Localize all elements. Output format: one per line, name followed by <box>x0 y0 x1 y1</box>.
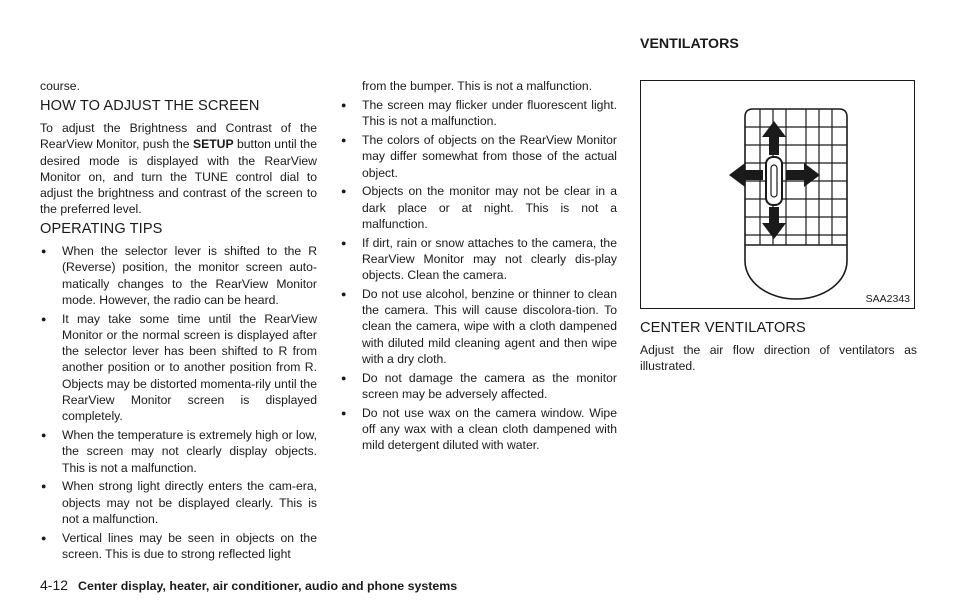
list-item: ● When strong light directly enters the cam-era, objects may not be displayed clearly. This is not a malfunction. <box>40 478 317 527</box>
list-item: ● If dirt, rain or snow attaches to the camera, the RearView Monitor may not clearly dis-play objects. Clean the camera. <box>340 235 617 284</box>
page-number: 4-12 <box>40 577 69 593</box>
vent-diagram-svg <box>641 81 913 307</box>
adjust-text-post: button until the desired mode is displayed with the RearView Monitor on, and turn the TUNE control dial to adjust the brightness and contrast of the screen to the preferred level. <box>40 137 317 217</box>
adjust-screen-text <box>40 120 317 218</box>
list-item: ● Do not use wax on the camera window. Wipe off any wax with a clean cloth dampened with mild detergent diluted with water. <box>340 405 617 454</box>
list-item: ● The screen may flicker under fluorescent light. This is not a malfunction. <box>340 97 617 130</box>
list-item: ● When the temperature is extremely high or low, the screen may not clearly display objects. This is not a malfunction. <box>40 427 317 476</box>
center-ventilators-text: Adjust the air flow direction of ventilators as illustrated. <box>640 343 917 374</box>
adjust-screen-heading: HOW TO ADJUST THE SCREEN <box>40 98 260 114</box>
list-item: ● Objects on the monitor may not be clear in a dark place or at night. This is not a malfunction. <box>340 183 617 232</box>
list-item: ● Do not damage the camera as the monitor screen may be adversely affected. <box>340 370 617 403</box>
page-footer <box>40 577 457 593</box>
setup-key-label: SETUP <box>192 137 234 152</box>
list-item: ● Vertical lines may be seen in objects on the screen. This is due to strong reflected light <box>40 530 317 563</box>
list-item: ● The colors of objects on the RearView Monitor may differ somewhat from those of the actual object. <box>340 132 617 181</box>
list-item: ● When the selector lever is shifted to the R (Reverse) position, the monitor screen auto-matically changes to the RearView Monitor mode. However, the radio can be heard. <box>40 243 317 308</box>
center-ventilators-heading: CENTER VENTILATORS <box>640 320 806 336</box>
continued-text: from the bumper. This is not a malfunction. <box>362 79 593 93</box>
operating-tips-heading: OPERATING TIPS <box>40 221 163 237</box>
operating-tips-list-continued <box>340 97 617 456</box>
adjust-text-pre: To adjust the Brightness and Contrast of the RearView Monitor, push the <box>40 121 317 152</box>
operating-tips-list <box>40 243 317 565</box>
list-item: ● Do not use alcohol, benzine or thinner to clean the camera. This will cause discolora-tion. To clean the camera, wipe with a cloth dampened with diluted mild cleaning agent and then wipe with a dry cloth. <box>340 286 617 367</box>
section-title: VENTILATORS <box>640 36 739 52</box>
ventilator-illustration <box>640 80 915 309</box>
list-item: ● It may take some time until the RearView Monitor or the normal screen is displayed after the selector lever has been shifted to R from another position or to another position from R. Objects may be distorted momenta-rily until the RearView Monitor screen is displayed completely. <box>40 311 317 425</box>
figure-label: SAA2343 <box>865 293 910 305</box>
continued-text: course. <box>40 79 80 93</box>
chapter-title: Center display, heater, air conditioner, audio and phone systems <box>78 579 458 593</box>
